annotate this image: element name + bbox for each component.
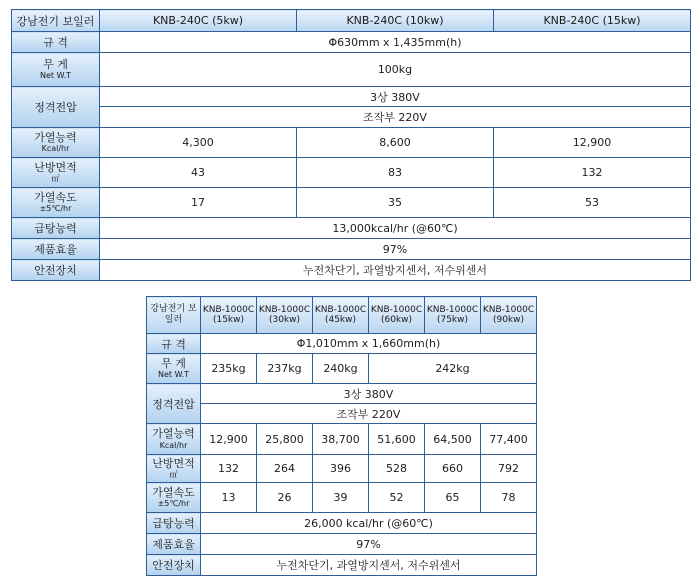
hot-water-value: 26,000 kcal/hr (@60℃) <box>201 513 537 534</box>
heating-speed-value: 13 <box>201 483 257 513</box>
heating-area-value: 396 <box>313 455 369 483</box>
table-row <box>147 534 537 555</box>
model-name: KNB-1000C <box>426 304 479 315</box>
table-row <box>12 188 691 218</box>
table-row <box>12 158 691 188</box>
table-row <box>12 239 691 260</box>
heating-capacity-value: 25,800 <box>257 424 313 455</box>
efficiency-value: 97% <box>100 239 691 260</box>
weight-value: 240kg <box>313 354 369 384</box>
heating-area-value: 660 <box>425 455 481 483</box>
heating-capacity-label-sub: Kcal/hr <box>159 440 188 450</box>
weight-value: 242kg <box>369 354 537 384</box>
model-header-15kw: KNB-240C (15kw) <box>494 10 691 32</box>
weight-label <box>12 53 100 87</box>
knb-1000c-spec-table <box>146 296 537 576</box>
brand-header-cell: 강남전기 보일러 <box>12 10 100 32</box>
table-row <box>12 32 691 53</box>
safety-label: 안전장치 <box>147 555 201 576</box>
model-header-15kw <box>201 297 257 334</box>
model-name: KNB-1000C <box>482 304 535 315</box>
heating-capacity-value: 77,400 <box>481 424 537 455</box>
heating-capacity-value: 12,900 <box>201 424 257 455</box>
voltage-label: 정격전압 <box>12 87 100 128</box>
heating-speed-value: 17 <box>100 188 297 218</box>
table-row <box>147 555 537 576</box>
heating-capacity-value: 8,600 <box>297 128 494 158</box>
table-row <box>12 107 691 128</box>
model-name: KNB-1000C <box>202 304 255 315</box>
hot-water-label: 급탕능력 <box>12 218 100 239</box>
safety-value: 누전차단기, 과열방지센서, 저수위센서 <box>100 260 691 281</box>
weight-value: 237kg <box>257 354 313 384</box>
model-power: (60kw) <box>380 315 413 325</box>
safety-value: 누전차단기, 과열방지센서, 저수위센서 <box>201 555 537 576</box>
spec-value: Φ1,010mm x 1,660mm(h) <box>201 334 537 354</box>
heating-area-value: 83 <box>297 158 494 188</box>
heating-area-label <box>12 158 100 188</box>
heating-area-value: 132 <box>494 158 691 188</box>
hot-water-label: 급탕능력 <box>147 513 201 534</box>
model-header-10kw: KNB-240C (10kw) <box>297 10 494 32</box>
voltage-main-value: 3상 380V <box>201 384 537 404</box>
heating-area-value: 792 <box>481 455 537 483</box>
heating-speed-value: 52 <box>369 483 425 513</box>
model-power: (75kw) <box>436 315 469 325</box>
voltage-label: 정격전압 <box>147 384 201 424</box>
efficiency-value: 97% <box>201 534 537 555</box>
heating-area-label <box>147 455 201 483</box>
model-header-45kw <box>313 297 369 334</box>
table-row <box>147 483 537 513</box>
model-power: (30kw) <box>268 315 301 325</box>
heating-area-value: 264 <box>257 455 313 483</box>
model-header-90kw <box>481 297 537 334</box>
heating-area-label-sub: ㎡ <box>169 470 178 480</box>
brand-header-cell: 강남전기 보일러 <box>147 297 201 334</box>
table-row <box>147 354 537 384</box>
heating-capacity-value: 51,600 <box>369 424 425 455</box>
model-header-75kw <box>425 297 481 334</box>
heating-capacity-label-main: 가열능력 <box>34 130 77 144</box>
heating-capacity-value: 64,500 <box>425 424 481 455</box>
heating-speed-value: 35 <box>297 188 494 218</box>
heating-area-value: 43 <box>100 158 297 188</box>
table-row <box>147 455 537 483</box>
model-name: KNB-1000C <box>258 304 311 315</box>
weight-label-main: 무 게 <box>161 356 186 370</box>
heating-area-label-sub: ㎡ <box>51 174 60 184</box>
table-row <box>12 128 691 158</box>
heating-speed-label <box>147 483 201 513</box>
table-row <box>12 218 691 239</box>
heating-capacity-value: 12,900 <box>494 128 691 158</box>
voltage-main-value: 3상 380V <box>100 87 691 107</box>
model-header-30kw <box>257 297 313 334</box>
weight-label <box>147 354 201 384</box>
heating-speed-label-main: 가열속도 <box>152 485 195 499</box>
heating-area-label-main: 난방면적 <box>152 456 195 470</box>
table-row <box>147 334 537 354</box>
model-power: (90kw) <box>492 315 525 325</box>
model-header-60kw <box>369 297 425 334</box>
weight-value: 100kg <box>100 53 691 87</box>
spec-label: 규 격 <box>147 334 201 354</box>
spec-value: Φ630mm x 1,435mm(h) <box>100 32 691 53</box>
heating-capacity-value: 38,700 <box>313 424 369 455</box>
heating-speed-label-sub: ±5℃/hr <box>157 499 190 509</box>
heating-speed-label-main: 가열속도 <box>34 190 77 204</box>
efficiency-label: 제품효율 <box>147 534 201 555</box>
voltage-control-value: 조작부 220V <box>100 107 691 128</box>
table-row <box>147 384 537 404</box>
heating-capacity-label-sub: Kcal/hr <box>41 144 70 154</box>
heating-speed-label <box>12 188 100 218</box>
weight-value: 235kg <box>201 354 257 384</box>
table-row <box>147 513 537 534</box>
heating-speed-value: 26 <box>257 483 313 513</box>
model-power: (15kw) <box>212 315 245 325</box>
model-header-5kw: KNB-240C (5kw) <box>100 10 297 32</box>
model-power: (45kw) <box>324 315 357 325</box>
model-name: KNB-1000C <box>314 304 367 315</box>
heating-speed-value: 78 <box>481 483 537 513</box>
heating-speed-label-sub: ±5℃/hr <box>39 204 72 214</box>
table-row <box>12 87 691 107</box>
heating-speed-value: 65 <box>425 483 481 513</box>
heating-area-value: 528 <box>369 455 425 483</box>
heating-area-label-main: 난방면적 <box>34 160 77 174</box>
heating-area-value: 132 <box>201 455 257 483</box>
heating-speed-value: 39 <box>313 483 369 513</box>
heating-capacity-value: 4,300 <box>100 128 297 158</box>
safety-label: 안전장치 <box>12 260 100 281</box>
voltage-control-value: 조작부 220V <box>201 404 537 424</box>
table-header-row <box>12 10 691 32</box>
weight-label-main: 무 게 <box>43 57 68 71</box>
efficiency-label: 제품효율 <box>12 239 100 260</box>
table-row <box>12 260 691 281</box>
heating-speed-value: 53 <box>494 188 691 218</box>
knb-240c-spec-table <box>11 9 691 281</box>
hot-water-value: 13,000kcal/hr (@60℃) <box>100 218 691 239</box>
heating-capacity-label-main: 가열능력 <box>152 427 195 441</box>
spec-label: 규 격 <box>12 32 100 53</box>
weight-label-sub: Net W.T <box>39 71 71 81</box>
heating-capacity-label <box>147 424 201 455</box>
table-row <box>147 404 537 424</box>
heating-capacity-label <box>12 128 100 158</box>
model-name: KNB-1000C <box>370 304 423 315</box>
table-row <box>12 53 691 87</box>
weight-label-sub: Net W.T <box>157 370 189 380</box>
table-header-row <box>147 297 537 334</box>
table-row <box>147 424 537 455</box>
